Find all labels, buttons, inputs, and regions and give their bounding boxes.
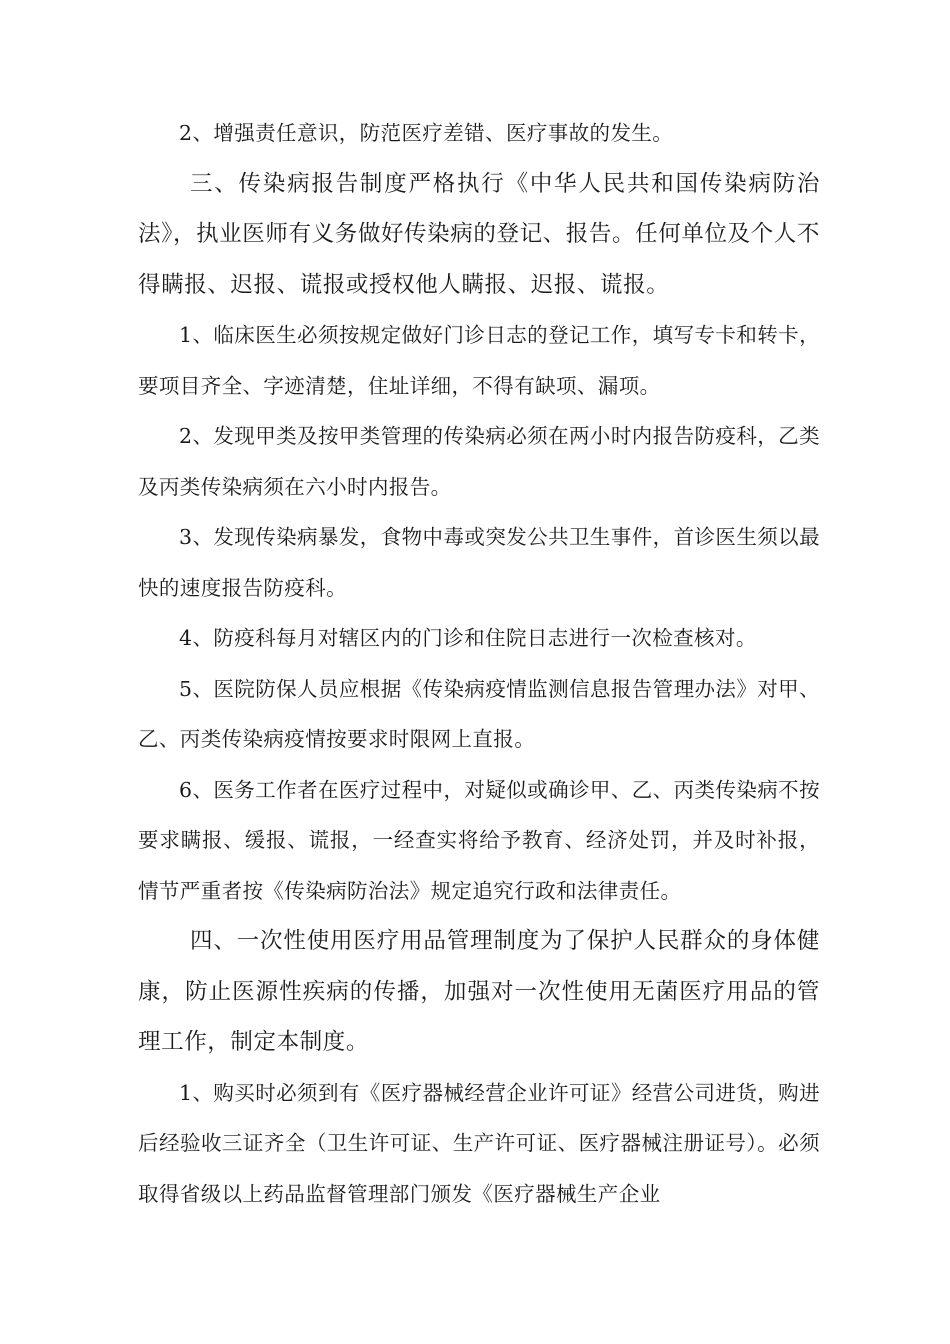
paragraph-item-1-clinic-log: 1、临床医生必须按规定做好门诊日志的登记工作，填写专卡和转卡，要项目齐全、字迹清楚，住址详细，不得有缺项、漏项。 xyxy=(138,323,820,398)
paragraph-item-6-penalties: 6、医务工作者在医疗过程中，对疑似或确诊甲、乙、丙类传染病不按要求瞒报、缓报、谎报，一经查实将给予教育、经济处罚，并及时补报，情节严重者按《传染病防治法》规定追究行政和法律责任。 xyxy=(138,777,820,903)
paragraph-item-2-report-timing: 2、发现甲类及按甲类管理的传染病必须在两小时内报告防疫科，乙类及丙类传染病须在六小时内报告。 xyxy=(138,424,820,499)
section-heading-infectious-disease-reporting: 三、传染病报告制度严格执行《中华人民共和国传染病防治法》，执业医师有义务做好传染病的登记、报告。任何单位及个人不得瞒报、迟报、谎报或授权他人瞒报、迟报、谎报。 xyxy=(138,170,820,298)
paragraph-item-3-outbreak: 3、发现传染病暴发，食物中毒或突发公共卫生事件，首诊医生须以最快的速度报告防疫科。 xyxy=(138,525,820,600)
document-page xyxy=(138,108,820,1219)
paragraph-item-4-monthly-check: 4、防疫科每月对辖区内的门诊和住院日志进行一次检查核对。 xyxy=(179,626,757,650)
section-heading-disposable-supplies: 四、一次性使用医疗用品管理制度为了保护人民群众的身体健康，防止医源性疾病的传播，加强对一次性使用无菌医疗用品的管理工作，制定本制度。 xyxy=(138,928,820,1055)
paragraph-item-2-responsibility: 2、增强责任意识，防范医疗差错、医疗事故的发生。 xyxy=(179,121,674,145)
paragraph-item-5-online-report: 5、医院防保人员应根据《传染病疫情监测信息报告管理办法》对甲、乙、丙类传染病疫情按要求时限网上直报。 xyxy=(138,676,820,751)
paragraph-item-1-procurement: 1、购买时必须到有《医疗器械经营企业许可证》经营公司进货，购进后经验收三证齐全（卫生许可证、生产许可证、医疗器械注册证号）。必须取得省级以上药品监督管理部门颁发《医疗器械生产企业 xyxy=(138,1080,820,1206)
